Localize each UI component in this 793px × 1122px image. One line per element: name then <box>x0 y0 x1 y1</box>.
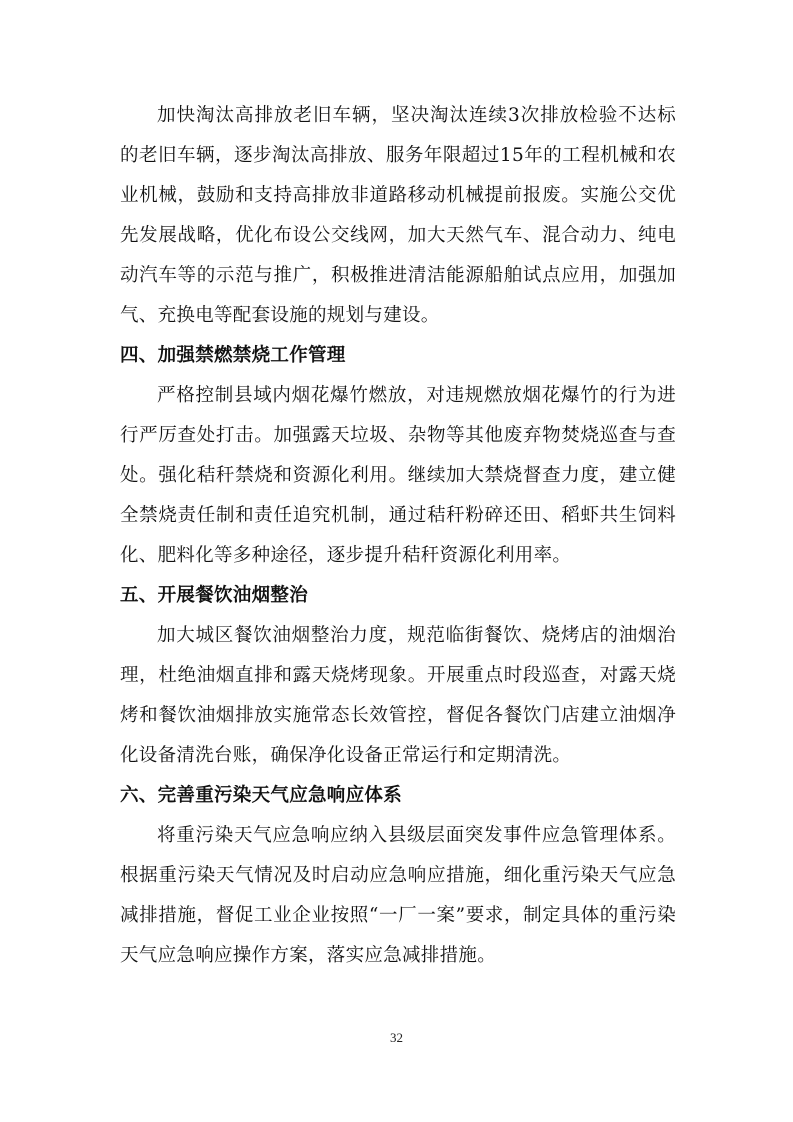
heading-emergency-response: 六、完善重污染天气应急响应体系 <box>120 785 403 806</box>
paragraph-catering-fumes: 加大城区餐饮油烟整治力度，规范临街餐饮、烧烤店的油烟治理，杜绝油烟直排和露天烧烤现象。开展重点时段巡查，对露天烧烤和餐饮油烟排放实施常态长效管控，督促各餐饮门店建立油烟净化设备清洗台账，确保净化设备正常运行和定期清洗。 <box>120 625 676 766</box>
page-number: 32 <box>390 1030 403 1045</box>
paragraph-burning-ban: 严格控制县域内烟花爆竹燃放，对违规燃放烟花爆竹的行为进行严厉查处打击。加强露天垃圾、杂物等其他废弃物焚烧巡查与查处。强化秸秆禁烧和资源化利用。继续加大禁烧督查力度，建立健全禁烧责任制和责任追究机制，通过秸秆粉碎还田、稻虾共生饲料化、肥料化等多种途径，逐步提升秸秆资源化利用率。 <box>120 385 676 566</box>
document-page <box>120 96 676 976</box>
heading-catering-fumes: 五、开展餐饮油烟整治 <box>120 585 309 606</box>
paragraph-vehicle-elimination: 加快淘汰高排放老旧车辆，坚决淘汰连续3次排放检验不达标的老旧车辆，逐步淘汰高排放、服务年限超过15年的工程机械和农业机械，鼓励和支持高排放非道路移动机械提前报废。实施公交优先发展战略，优化布设公交线网，加大天然气车、混合动力、纯电动汽车等的示范与推广，积极推进清洁能源船舶试点应用，加强加气、充换电等配套设施的规划与建设。 <box>120 105 676 326</box>
paragraph-emergency-response: 将重污染天气应急响应纳入县级层面突发事件应急管理体系。根据重污染天气情况及时启动应急响应措施，细化重污染天气应急减排措施，督促工业企业按照“一厂一案”要求，制定具体的重污染天气应急响应操作方案，落实应急减排措施。 <box>120 825 676 966</box>
heading-burning-ban: 四、加强禁燃禁烧工作管理 <box>120 345 346 366</box>
